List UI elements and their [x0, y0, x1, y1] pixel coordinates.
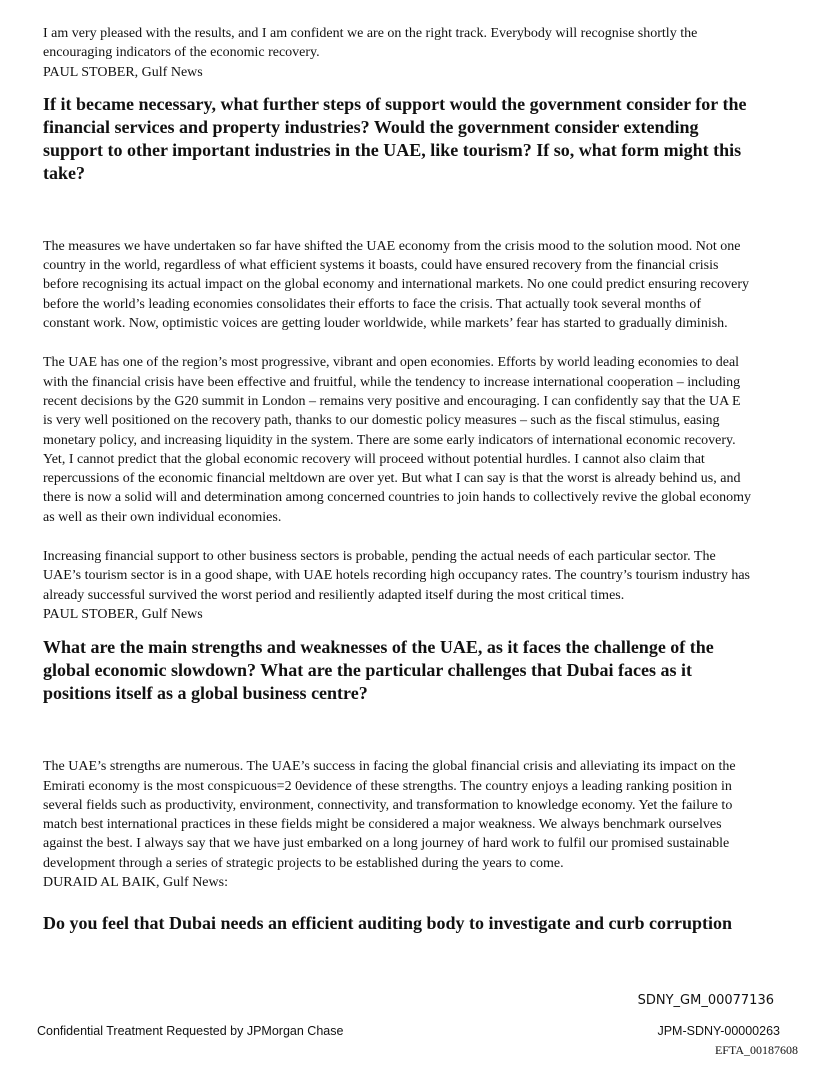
bates-stamp: SDNY_GM_00077136	[637, 993, 774, 1008]
question-2: What are the main strengths and weaknesses of the UAE, as it faces the challenge of the global economic slowdown? What are the particular challenges that Dubai faces as it positions itself as a global business centre?	[43, 637, 714, 704]
efta-number: EFTA_00187608	[714, 1043, 798, 1057]
document-body	[43, 24, 751, 935]
answer-paragraph-3: The UAE has one of the region’s most progressive, vibrant and open economies. Efforts by world leading economies to deal with the financial crisis have been effective and fruitful, while the tendency to increase international cooperation – including recent decisions by the G20 summit in London – remains very positive and encouraging. I can confidently say that the UA E is very well positioned on the recovery path, thanks to our domestic policy measures – such as the fiscal stimulus, easing monetary policy, and increasing liquidity in the system. There are some early indicators of international economic recovery. Yet, I cannot predict that the global economic recovery will proceed without potential hurdles. I cannot also claim that repercussions of the economic financial meltdown are over yet. But what I can say is that the worst is already behind us, and there is now a solid will and determination among concerned countries to join hands to collectively revive the global economy as well as their own individual economies.	[43, 355, 751, 525]
answer-paragraph-1: I am very pleased with the results, and I am confident we are on the right track. Everybody will recognise shortly the encouraging indicators of the economic recovery.	[43, 26, 698, 61]
byline-3: DURAID AL BAIK, Gulf News:	[43, 875, 228, 891]
confidentiality-footer: Confidential Treatment Requested by JPMorgan Chase	[37, 1024, 344, 1038]
answer-paragraph-4: Increasing financial support to other business sectors is probable, pending the actual needs of each particular sector. The UAE’s tourism sector is in a good shape, with UAE hotels recording high occupancy rates. The country’s tourism industry has already successful survived the worst period and resiliently adapted itself during the most critical times.	[43, 549, 750, 603]
byline-1: PAUL STOBER, Gulf News	[43, 64, 203, 80]
question-3: Do you feel that Dubai needs an efficient auditing body to investigate and curb corruption	[43, 913, 733, 934]
byline-2: PAUL STOBER, Gulf News	[43, 606, 203, 622]
answer-paragraph-5: The UAE’s strengths are numerous. The UAE’s success in facing the global financial crisis and alleviating its impact on the Emirati economy is the most conspicuous=2 0evidence of these strengths. The country enjoys a leading ranking position in several fields such as productivity, environment, connectivity, and transformation to knowledge economy. Yet the failure to match best international practices in these fields might be considered a major weakness. We always benchmark ourselves against the best. I always say that we have just embarked on a long journey of hard work to fulfil our promised sustainable development through a series of strategic projects to be established during the years to come.	[43, 759, 736, 871]
document-id-footer: JPM-SDNY-00000263	[657, 1024, 780, 1038]
answer-paragraph-2: The measures we have undertaken so far have shifted the UAE economy from the crisis mood to the solution mood. Not one country in the world, regardless of what efficient systems it boasts, could have ensured recovery from the financial crisis before recognising its actual impact on the global economy and international markets. No one could predict ensuring recovery before the world’s leading economies consolidates their efforts to face the crisis. That actually took several months of constant work. Now, optimistic voices are getting louder worldwide, while markets’ fear has started to gradually diminish.	[43, 238, 749, 332]
question-1: If it became necessary, what further steps of support would the government consider for the financial services and property industries? Would the government consider extending support to other important industries in the UAE, like tourism? If so, what form might this take?	[43, 93, 747, 183]
